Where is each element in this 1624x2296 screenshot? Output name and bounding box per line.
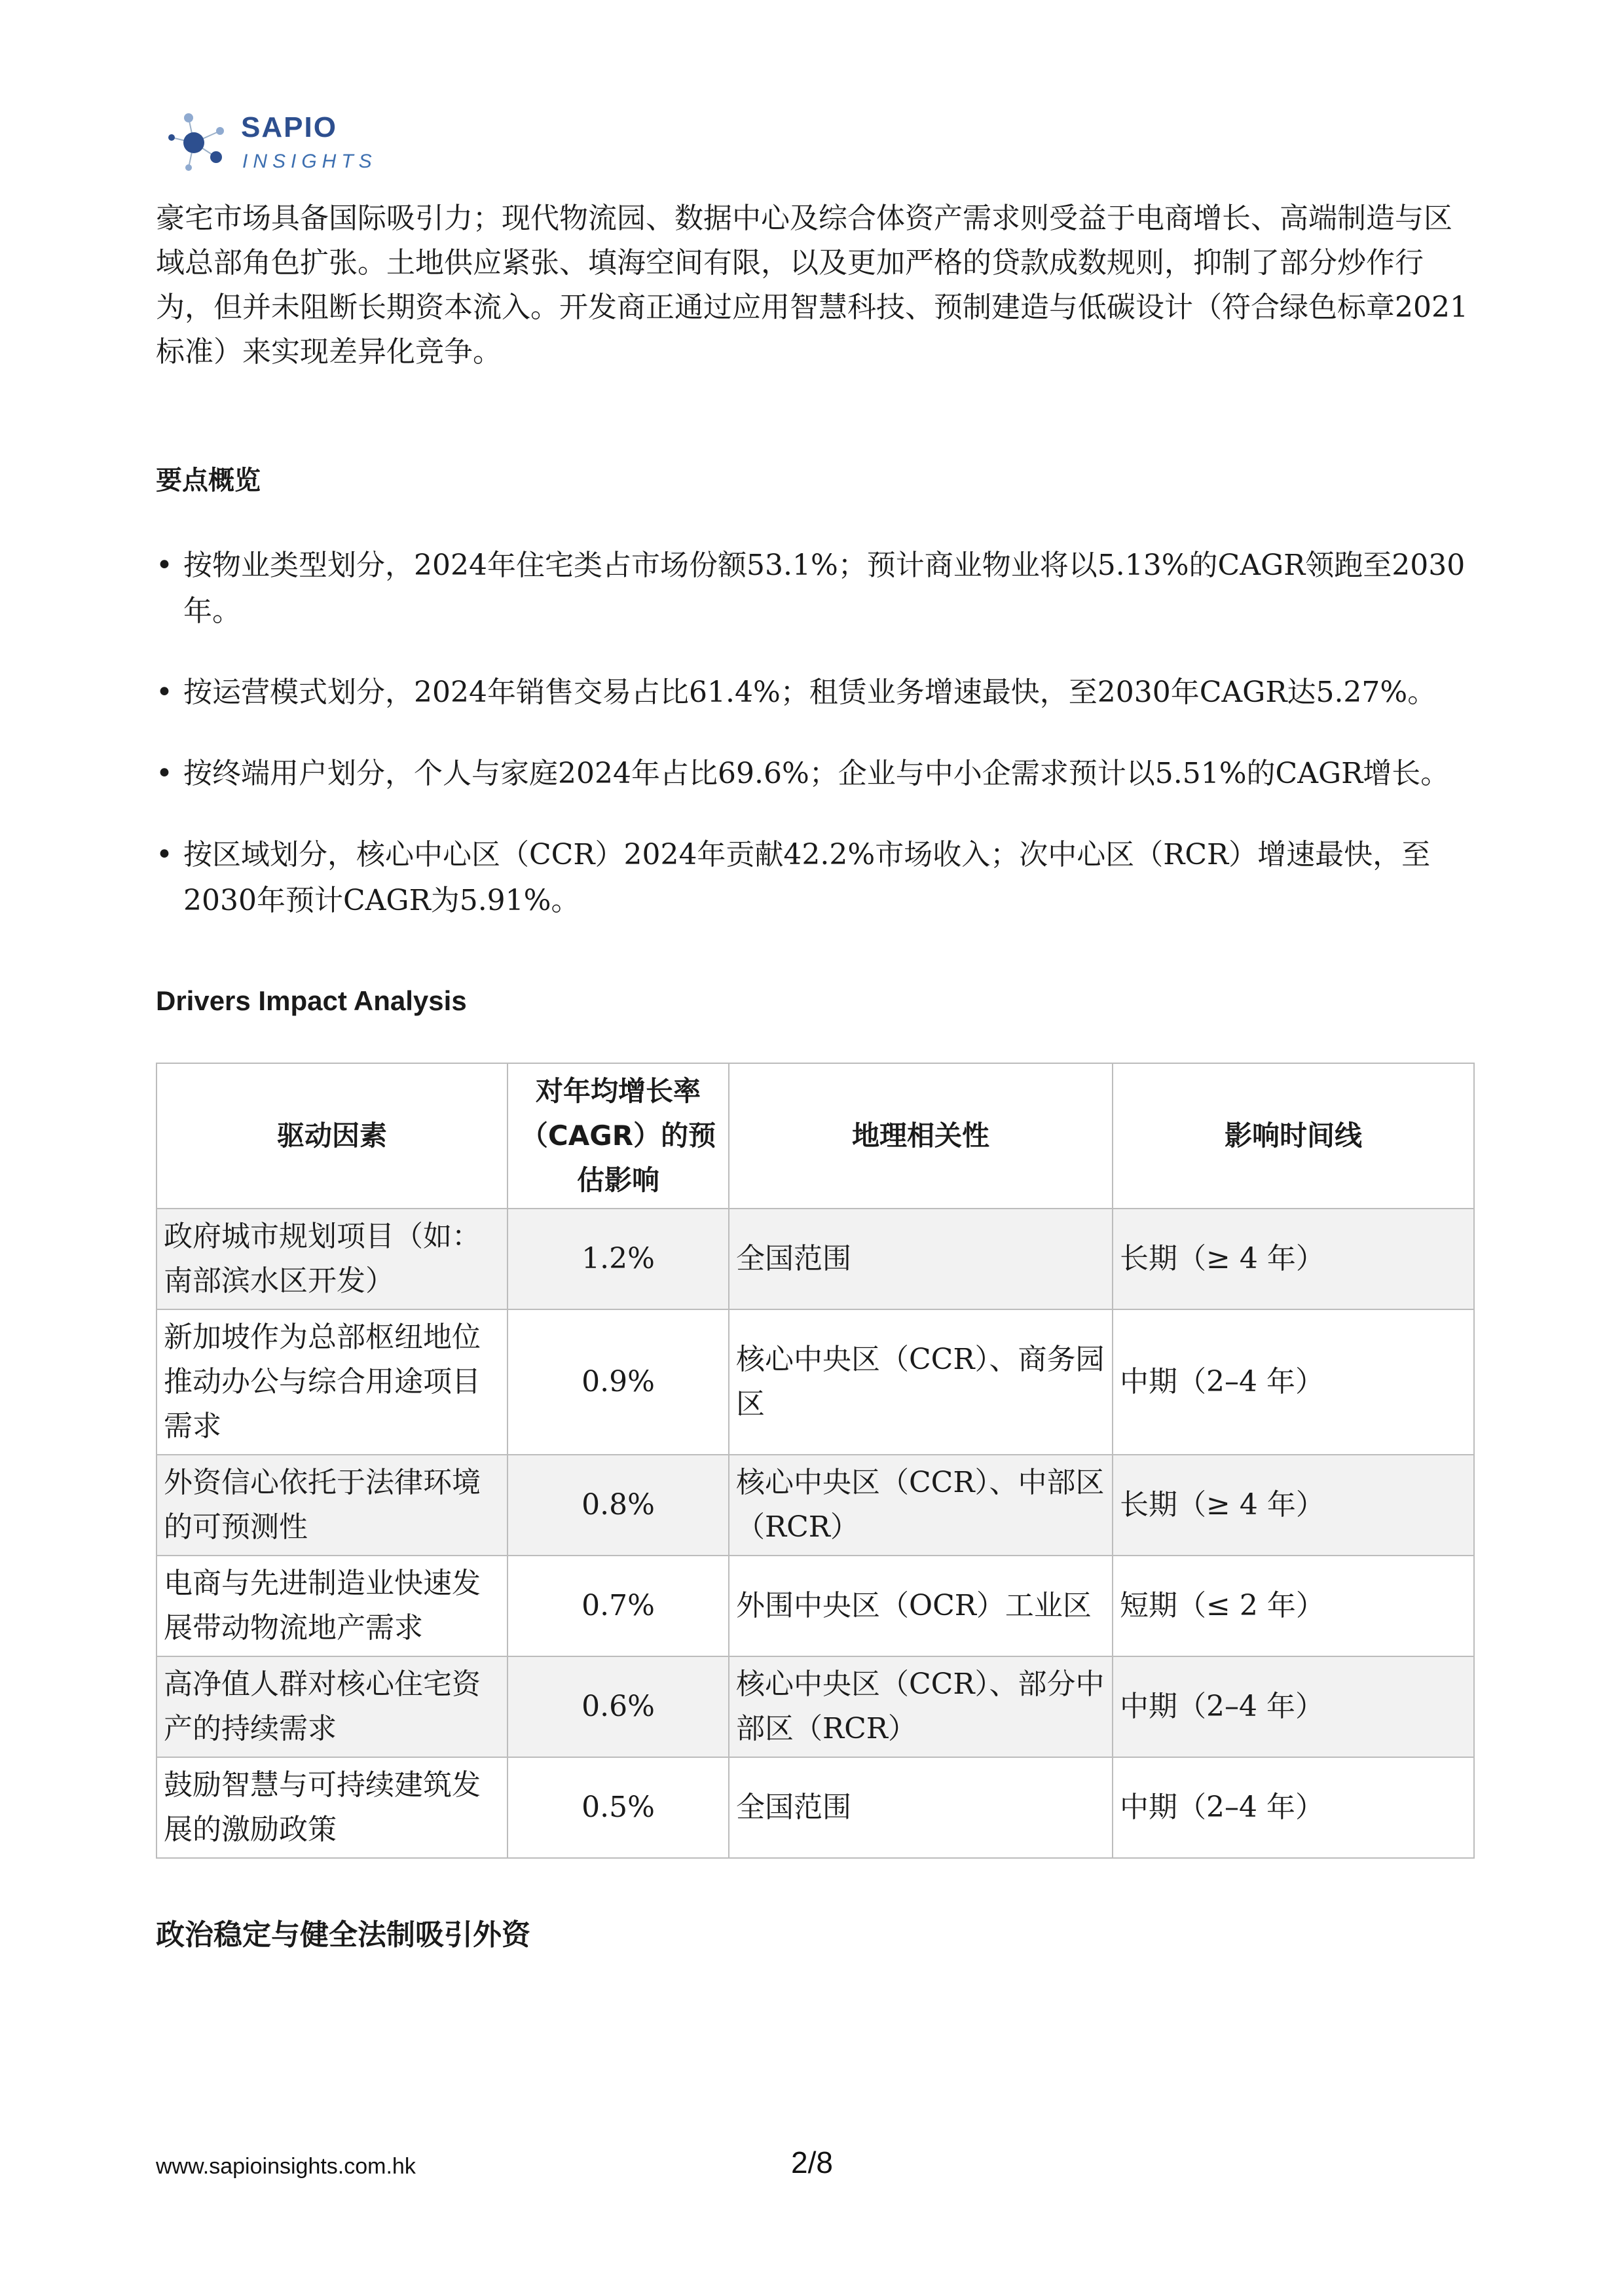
list-item <box>156 751 1472 797</box>
cell-geo: 核心中央区（CCR）、部分中部区（RCR） <box>729 1656 1113 1757</box>
cell-impact: 0.5% <box>507 1757 729 1858</box>
cell-factor: 高净值人群对核心住宅资产的持续需求 <box>157 1656 507 1757</box>
cell-timeline: 短期（≤ 2 年） <box>1113 1556 1474 1656</box>
cell-factor: 电商与先进制造业快速发展带动物流地产需求 <box>157 1556 507 1656</box>
list-item-text: 按终端用户划分，个人与家庭2024年占比69.6%；企业与中小企需求预计以5.51%的CAGR增长。 <box>183 757 1450 790</box>
cell-impact: 0.6% <box>507 1656 729 1757</box>
summary-list <box>156 543 1472 924</box>
cell-geo: 全国范围 <box>729 1757 1113 1858</box>
cell-factor: 鼓励智慧与可持续建筑发展的激励政策 <box>157 1757 507 1858</box>
table-row <box>157 1455 1474 1556</box>
cell-factor: 外资信心依托于法律环境的可预测性 <box>157 1455 507 1556</box>
logo-subtitle: INSIGHTS <box>242 151 377 172</box>
intro-paragraph: 豪宅市场具备国际吸引力；现代物流园、数据中心及综合体资产需求则受益于电商增长、高端制造与区域总部角色扩张。土地供应紧张、填海空间有限，以及更加严格的贷款成数规则，抑制了部分炒作行为，但并未阻断长期资本流入。开发商正通过应用智慧科技、预制建造与低碳设计（符合绿色标章2021标准）来实现差异化竞争。 <box>156 202 1468 369</box>
company-logo <box>162 105 437 183</box>
list-item-text: 按物业类型划分，2024年住宅类占市场份额53.1%；预计商业物业将以5.13%的CAGR领跑至2030年。 <box>183 549 1466 628</box>
table-row <box>157 1757 1474 1858</box>
footer-url[interactable]: www.sapioinsights.com.hk <box>156 2154 416 2179</box>
bullet-icon: • <box>156 549 173 582</box>
next-section-heading: 政治稳定与健全法制吸引外资 <box>156 1918 530 1952</box>
column-header-geo: 地理相关性 <box>729 1063 1113 1209</box>
bullet-icon: • <box>156 757 173 790</box>
list-item <box>156 543 1472 634</box>
cell-timeline: 中期（2–4 年） <box>1113 1656 1474 1757</box>
cell-timeline: 长期（≥ 4 年） <box>1113 1209 1474 1309</box>
cell-timeline: 长期（≥ 4 年） <box>1113 1455 1474 1556</box>
table-row <box>157 1309 1474 1455</box>
list-item <box>156 670 1472 716</box>
page-number: 2/8 <box>791 2145 833 2179</box>
table-header-row <box>157 1063 1474 1209</box>
column-header-factor: 驱动因素 <box>157 1063 507 1209</box>
cell-geo: 核心中央区（CCR）、商务园区 <box>729 1309 1113 1455</box>
drivers-heading: Drivers Impact Analysis <box>156 985 467 1016</box>
cell-factor: 政府城市规划项目（如：南部滨水区开发） <box>157 1209 507 1309</box>
list-item-text: 按区域划分，核心中心区（CCR）2024年贡献42.2%市场收入；次中心区（RCR）增速最快，至2030年预计CAGR为5.91%。 <box>183 838 1431 917</box>
cell-impact: 0.9% <box>507 1309 729 1455</box>
column-header-impact: 对年均增长率（CAGR）的预估影响 <box>507 1063 729 1209</box>
list-item <box>156 832 1472 924</box>
cell-impact: 1.2% <box>507 1209 729 1309</box>
column-header-timeline: 影响时间线 <box>1113 1063 1474 1209</box>
table-row <box>157 1656 1474 1757</box>
cell-geo: 核心中央区（CCR）、中部区（RCR） <box>729 1455 1113 1556</box>
cell-geo: 全国范围 <box>729 1209 1113 1309</box>
table-row <box>157 1209 1474 1309</box>
bullet-icon: • <box>156 838 173 871</box>
molecule-logo-icon <box>162 105 234 177</box>
list-item-text: 按运营模式划分，2024年销售交易占比61.4%；租赁业务增速最快，至2030年CAGR达5.27%。 <box>183 676 1437 709</box>
table-row <box>157 1556 1474 1656</box>
cell-impact: 0.8% <box>507 1455 729 1556</box>
bullet-icon: • <box>156 676 173 709</box>
drivers-table <box>156 1063 1475 1859</box>
cell-factor: 新加坡作为总部枢纽地位推动办公与综合用途项目需求 <box>157 1309 507 1455</box>
cell-timeline: 中期（2–4 年） <box>1113 1309 1474 1455</box>
cell-geo: 外围中央区（OCR）工业区 <box>729 1556 1113 1656</box>
logo-title: SAPIO <box>241 111 337 143</box>
cell-timeline: 中期（2–4 年） <box>1113 1757 1474 1858</box>
summary-heading: 要点概览 <box>156 465 261 496</box>
cell-impact: 0.7% <box>507 1556 729 1656</box>
page-content <box>156 196 1472 1953</box>
